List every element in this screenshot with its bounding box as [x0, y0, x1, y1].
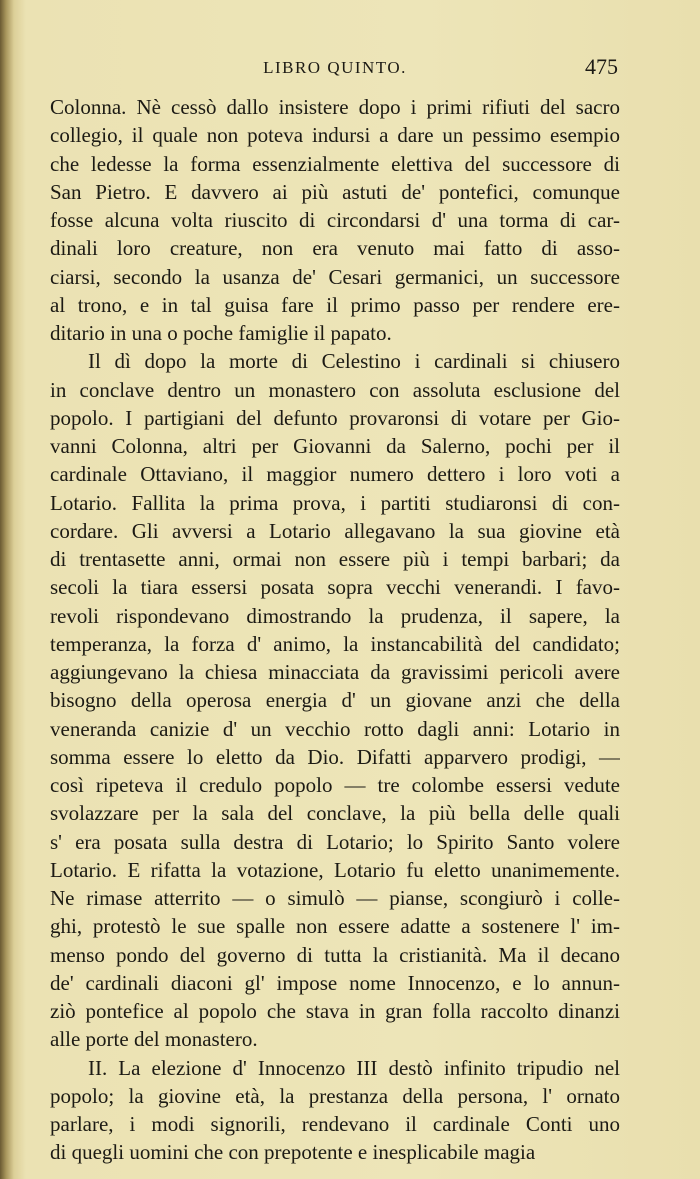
paragraph-3	[50, 1054, 620, 1167]
text-line: popolo. I partigiani del defunto provaronsi di votare per Gio-	[50, 405, 620, 430]
text-line: fosse alcuna volta riuscito di circondarsi d' una torma di car-	[50, 208, 620, 232]
text-line: secoli la tiara essersi posata sopra vecchi venerandi. I favo-	[50, 575, 620, 600]
text-line: San Pietro. E davvero ai più astuti de' pontefici, comunque	[50, 179, 620, 204]
text-line: al trono, e in tal guisa fare il primo passo per rendere ere-	[50, 292, 620, 317]
text-line: Colonna. Nè cessò dallo insistere dopo i primi rifiuti del sacro	[50, 95, 620, 119]
text-line: veneranda canizie d' un vecchio rotto dagli anni: Lotario in	[50, 716, 620, 741]
text-line: s' era posata sulla destra di Lotario; lo Spirito Santo volere	[50, 829, 620, 854]
text-line: II. La elezione d' Innocenzo III destò infinito tripudio nel	[88, 1055, 620, 1080]
text-line: ziò pontefice al popolo che stava in gran folla raccolto dinanzi	[50, 999, 620, 1023]
running-head	[50, 54, 620, 88]
text-line: somma essere lo eletto da Dio. Difatti apparvero prodigi, —	[50, 744, 620, 769]
text-line: bisogno della operosa energia d' un giovane anzi che della	[50, 688, 620, 713]
text-line: menso pondo del governo di tutta la cristianità. Ma il decano	[50, 942, 620, 967]
text-line: dinali loro creature, non era venuto mai fatto di asso-	[50, 236, 620, 261]
body-text	[50, 93, 620, 1167]
text-line: revoli rispondevano dimostrando la prudenza, il sapere, la	[50, 603, 620, 628]
text-line: cordare. Gli avversi a Lotario allegavano la sua giovine età	[50, 518, 620, 543]
text-line: de' cardinali diaconi gl' impose nome Innocenzo, e lo annun-	[50, 970, 620, 995]
text-line: di trentasette anni, ormai non essere più i tempi barbari; da	[50, 547, 620, 571]
paragraph-1	[50, 93, 620, 347]
text-line: Lotario. Fallita la prima prova, i partiti studiaronsi di con-	[50, 490, 620, 515]
text-line: in conclave dentro un monastero con assoluta esclusione del	[50, 377, 620, 402]
text-line: di quegli uomini che con prepotente e inesplicabile magia	[50, 1140, 536, 1165]
text-line: vanni Colonna, altri per Giovanni da Salerno, pochi per il	[50, 434, 620, 458]
text-line: parlare, i modi signorili, rendevano il cardinale Conti uno	[50, 1112, 620, 1136]
text-line: Il dì dopo la morte di Celestino i cardinali si chiusero	[88, 349, 620, 374]
paragraph-2	[50, 347, 620, 1053]
text-line: cardinale Ottaviano, il maggior numero dettero i loro voti a	[50, 462, 620, 487]
text-line: Lotario. E rifatta la votazione, Lotario fu eletto unanimemente.	[50, 857, 620, 882]
page-number: 475	[585, 54, 618, 79]
text-line: svolazzare per la sala del conclave, la più bella delle quali	[50, 801, 620, 826]
text-line: aggiungevano la chiesa minacciata da gravissimi pericoli avere	[50, 660, 620, 684]
text-line: così ripeteva il credulo popolo — tre colombe essersi vedute	[50, 773, 620, 797]
text-line: Ne rimase atterrito — o simulò — pianse, scongiurò i colle-	[50, 886, 620, 910]
running-head-title: LIBRO QUINTO.	[263, 58, 407, 77]
text-line: popolo; la giovine età, la prestanza della persona, l' ornato	[50, 1083, 620, 1108]
text-line: ditario in una o poche famiglie il papato.	[50, 321, 392, 345]
text-line: alle porte del monastero.	[50, 1027, 258, 1052]
text-line: ciarsi, secondo la usanza de' Cesari germanici, un successore	[50, 264, 620, 289]
text-line: che ledesse la forma essenzialmente elettiva del successore di	[50, 151, 620, 176]
text-line: ghi, protestò le sue spalle non essere adatte a sostenere l' im-	[50, 914, 620, 939]
text-line: temperanza, la forza d' animo, la instancabilità del candidato;	[50, 631, 620, 656]
text-line: collegio, il quale non poteva indursi a dare un pessimo esempio	[50, 123, 620, 148]
